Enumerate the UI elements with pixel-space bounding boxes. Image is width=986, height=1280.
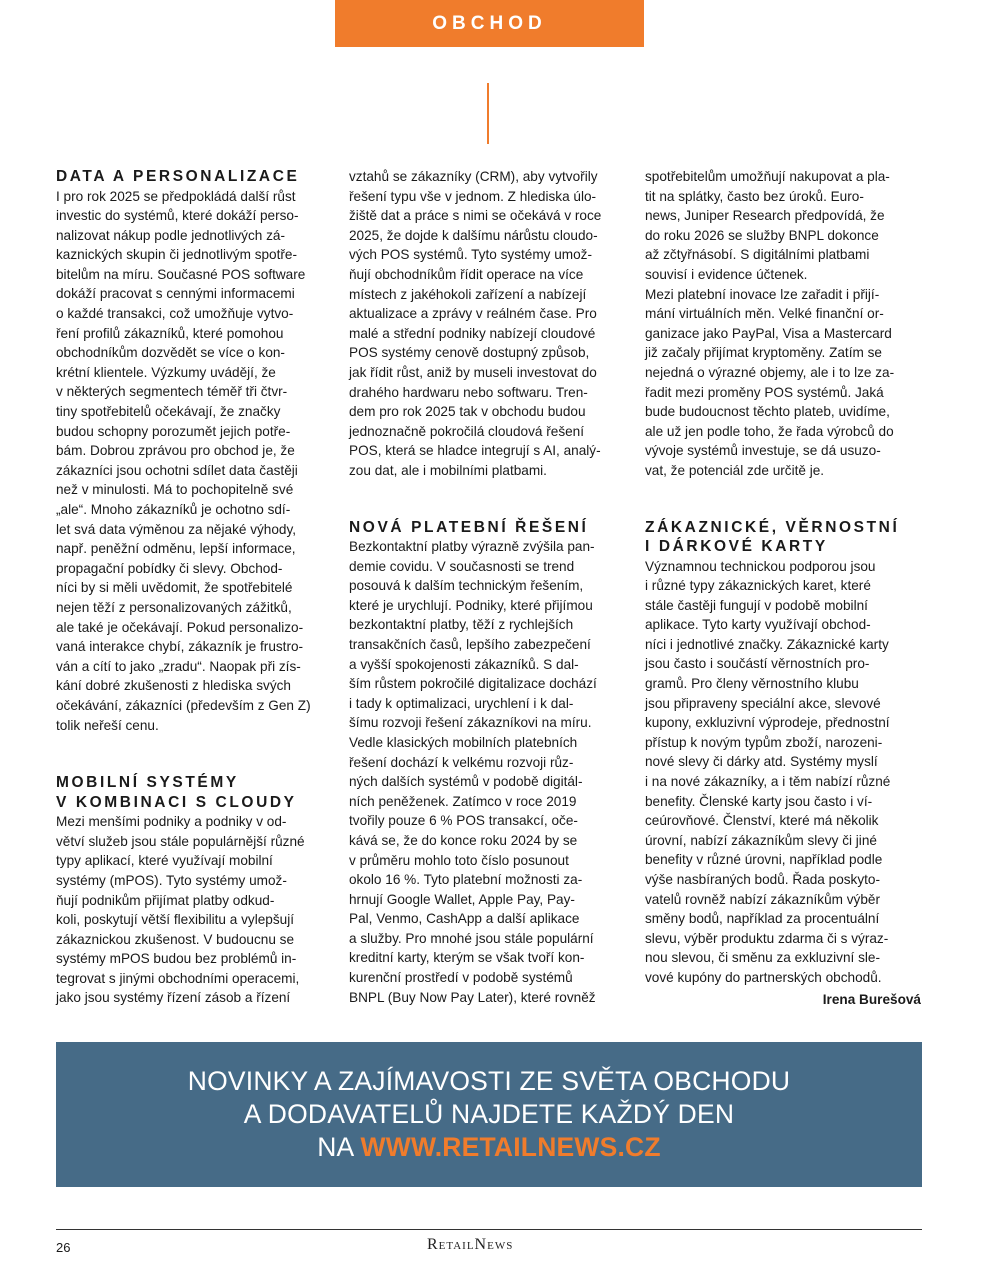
page-number: 26 xyxy=(56,1240,71,1255)
text-line: hrnují Google Wallet, Apple Pay, Pay- xyxy=(349,891,575,907)
text-line: i různé typy zákaznických karet, které xyxy=(645,578,871,594)
text-line: šímu rozvoji řešení zákazníkovi na míru. xyxy=(349,715,592,731)
text-line: větví služeb jsou stále populárnější různé xyxy=(56,833,305,849)
heading-nova-platebni-reseni: NOVÁ PLATEBNÍ ŘEŠENÍ xyxy=(349,518,589,536)
text-line: např. peněžní odměnu, lepší informace, xyxy=(56,541,296,557)
heading-zakaznicke-karty xyxy=(645,518,921,557)
text-line: kreditní karty, kterým se však tvoří kon- xyxy=(349,950,585,966)
text-line: bám. Dobrou zprávou pro obchod je, že xyxy=(56,443,295,459)
heading-line: MOBILNÍ SYSTÉMY xyxy=(56,774,239,792)
text-line: a služby. Pro mnohé jsou stále populární xyxy=(349,930,594,946)
text-line: ším růstem pokročilé digitalizace dochází xyxy=(349,676,597,692)
text-line: ných dalších systémů v podobě digitál- xyxy=(349,774,583,790)
text-line: tiny spotřebitelů očekávají, že značky xyxy=(56,404,281,420)
text-line: o každé transakci, což umožňuje vytvo- xyxy=(56,306,294,322)
text-line: bezkontaktní platby, těží z rychlejších xyxy=(349,617,574,633)
text-line: nové slevy či dárky atd. Systémy myslí xyxy=(645,754,878,770)
text-line: tegrovat s jinými obchodními operacemi, xyxy=(56,970,300,986)
heading-data-personalizace: DATA A PERSONALIZACE xyxy=(56,168,300,185)
section-tab xyxy=(335,0,644,47)
text-line: aktualizace a zprávy v reálném čase. Pro xyxy=(349,306,597,322)
text-line: drahého hardwaru nebo softwaru. Tren- xyxy=(349,384,588,400)
banner-url-link[interactable]: WWW.RETAILNEWS.CZ xyxy=(360,1132,661,1162)
text-line: I pro rok 2025 se předpokládá další růst xyxy=(56,188,296,204)
text-line: ňují obchodníkům řídit operace na více xyxy=(349,266,584,282)
article-column-2 xyxy=(349,167,624,1007)
text-line: Bezkontaktní platby výrazně zvýšila pan- xyxy=(349,539,595,554)
text-line: budou schopny porozumět jejich potře- xyxy=(56,423,291,439)
text-line: POS, která se hladce integrují s AI, analý- xyxy=(349,443,601,459)
banner-line: A DODAVATELŮ NAJDETE KAŽDÝ DEN xyxy=(243,1099,735,1129)
article-column-3 xyxy=(645,167,921,1009)
text-line: zákaznickou zkušenost. V budoucnu se xyxy=(56,931,295,947)
text-line: typy aplikací, které využívají mobilní xyxy=(56,853,273,869)
paragraph xyxy=(56,812,324,1008)
text-line: řešení typu vše v jednom. Z hlediska úlo- xyxy=(349,188,597,204)
text-line: směny bodů, například za procentuální xyxy=(645,911,880,927)
text-line: místech z jakéhokoli zařízení a nabízejí xyxy=(349,286,587,302)
text-line: než v minulosti. Má to pochopitelně své xyxy=(56,482,294,498)
text-line: vat, že potenciál zde určitě je. xyxy=(645,462,825,478)
text-line: jako jsou systémy řízení zásob a řízení xyxy=(56,990,291,1006)
text-line: nejen těží z personalizovaných zážitků, xyxy=(56,599,292,615)
text-line: vové kupóny do partnerských obchodů. xyxy=(645,969,882,985)
text-line: obchodníkům dozvědět se více o kon- xyxy=(56,345,285,361)
heading-line: I DÁRKOVÉ KARTY xyxy=(645,538,828,555)
text-line: mání virtuálních měn. Velké finanční or- xyxy=(645,306,884,322)
text-line: až zčtyřnásobí. S digitálními platbami xyxy=(645,247,870,263)
text-line: Mezi platební inovace lze zařadit i přijí- xyxy=(645,286,880,302)
paragraph xyxy=(645,285,921,481)
paragraph xyxy=(349,167,624,481)
text-line: dokáží pracovat s cennými informacemi xyxy=(56,286,295,302)
text-line: jak řídit růst, aniž by museli investovat do xyxy=(349,364,597,380)
banner-prefix: NA xyxy=(317,1132,361,1162)
text-line: systémy mPOS budou bez problémů in- xyxy=(56,951,297,967)
text-line: POS systémy cenově dostupný způsob, xyxy=(349,345,590,361)
text-line: systémy (mPOS). Tyto systémy umož- xyxy=(56,872,287,888)
text-line: kání dobré zkušenosti z hlediska svých xyxy=(56,678,291,694)
text-line: nalizovat nákup podle jednotlivých zá- xyxy=(56,227,285,243)
text-line: spotřebitelům umožňují nakupovat a pla- xyxy=(645,169,890,184)
text-line: kává se, že do konce roku 2024 by se xyxy=(349,832,578,848)
text-line: tolik neřeší cenu. xyxy=(56,717,159,733)
text-line: BNPL (Buy Now Pay Later), které rovněž xyxy=(349,989,596,1005)
text-line: news, Juniper Research předpovídá, že xyxy=(645,208,885,224)
text-line: krétní klientele. Výzkumy uvádějí, že xyxy=(56,364,276,380)
text-line: dem pro rok 2025 tak v obchodu budou xyxy=(349,404,586,420)
text-line: níci i jednotlivé značky. Zákaznické karty xyxy=(645,636,889,652)
text-line: přístup k novým typům zboží, narozeni- xyxy=(645,734,883,750)
paragraph xyxy=(645,557,921,988)
text-line: Pal, Venmo, CashApp a další aplikace xyxy=(349,911,580,927)
text-line: ření profilů zákazníků, které pomohou xyxy=(56,325,284,341)
text-line: ván a cítí to jako „zradu“. Naopak při zís- xyxy=(56,658,301,674)
paragraph xyxy=(56,187,324,736)
text-line: vztahů se zákazníky (CRM), aby vytvořily xyxy=(349,169,598,184)
decorative-rule xyxy=(487,83,489,144)
text-line: demie covidu. V současnosti se trend xyxy=(349,558,575,574)
text-line: koli, poskytují větší flexibilitu a vylepšují xyxy=(56,912,294,928)
text-line: ňují podnikům přijímat platby odkud- xyxy=(56,892,275,908)
text-line: nejedná o výrazné objemy, ale i to lze za- xyxy=(645,364,895,380)
text-line: bude budoucnost těchto plateb, uvidíme, xyxy=(645,404,890,420)
text-line: nou slevou, či směnu za exkluzivní sle- xyxy=(645,950,880,966)
text-line: jsou připraveny speciální akce, slevové xyxy=(645,695,881,711)
text-line: benefity. Členské karty jsou často i ví- xyxy=(645,793,873,809)
text-line: investic do systémů, které dokáží perso- xyxy=(56,208,299,224)
text-line: tit na splátky, často bez úroků. Euro- xyxy=(645,188,864,204)
text-line: kupony, exkluzivní výprodeje, přednostní xyxy=(645,715,890,731)
text-line: ale také je očekávají. Pokud personalizo- xyxy=(56,619,304,635)
text-line: okolo 16 %. Tyto platební možnosti za- xyxy=(349,872,583,888)
text-line: aplikace. Tyto karty využívají obchod- xyxy=(645,617,871,633)
text-line: slevu, výběr produktu zdarma či s výraz- xyxy=(645,930,889,946)
text-line: výše nasbíraných bodů. Řada poskyto- xyxy=(645,872,881,887)
text-line: i tady k optimalizaci, urychlení i k dal- xyxy=(349,695,574,711)
promo-banner[interactable] xyxy=(56,1042,922,1187)
text-line: očekávání, zákazníci (především z Gen Z) xyxy=(56,697,311,713)
text-line: vaná interakce chybí, zákazník je frustro- xyxy=(56,639,304,655)
paragraph xyxy=(349,537,624,1007)
text-line: i na nové zákazníky, a i těm nabízí různé xyxy=(645,774,891,790)
text-line: řadit mezi proměny POS systémů. Jaká xyxy=(645,384,884,400)
text-line: úrovní, nabízí zákazníkům slevy či jiné xyxy=(645,832,877,848)
banner-line xyxy=(317,1131,661,1164)
text-line: jsou často i součástí věrnostních pro- xyxy=(645,656,870,672)
text-line: již začaly přijímat kryptoměny. Zatím se xyxy=(645,345,882,361)
text-line: ních peněženek. Zatímco v roce 2019 xyxy=(349,793,577,809)
text-line: jednoznačně pokročilá cloudová řešení xyxy=(349,423,585,439)
text-line: v některých segmentech téměř tři čtvr- xyxy=(56,384,288,400)
text-line: a vyšší spokojenosti zákazníků. S dal- xyxy=(349,656,579,672)
article-column-1 xyxy=(56,167,324,1008)
text-line: zákazníci jsou ochotni sdílet data častěji xyxy=(56,462,298,478)
heading-mobilni-systemy xyxy=(56,773,324,812)
heading-line: ZÁKAZNICKÉ, VĚRNOSTNÍ xyxy=(645,518,900,536)
author-name: Irena Burešová xyxy=(822,991,921,1007)
text-line: 2025, že dojde k dalšímu nárůstu cloudo- xyxy=(349,227,598,243)
brand-logo: RetailNews xyxy=(427,1236,514,1253)
footer-rule xyxy=(56,1229,922,1230)
text-line: vých POS systémů. Tyto systémy umož- xyxy=(349,247,592,263)
text-line: Vedle klasických mobilních platebních xyxy=(349,734,578,750)
text-line: souvisí i evidence účtenek. xyxy=(645,266,808,282)
text-line: žiště dat a práce s nimi se očekává v roce xyxy=(349,208,602,224)
heading-line: V KOMBINACI S CLOUDY xyxy=(56,793,297,811)
text-line: transakčních časů, lepšího zabezpečení xyxy=(349,636,591,652)
text-line: v průměru mohlo toto číslo posunout xyxy=(349,852,569,868)
text-line: které je urychlují. Podniky, které přijímou xyxy=(349,597,593,613)
text-line: ceúrovňové. Členství, které má několik xyxy=(645,813,879,829)
text-line: Významnou technickou podporou jsou xyxy=(645,558,876,574)
text-line: Mezi menšími podniky a podniky v od- xyxy=(56,814,287,830)
text-line: benefity v různé úrovni, například podle xyxy=(645,852,883,868)
text-line: kurenční prostředí v podobě systémů xyxy=(349,970,573,986)
text-line: gramů. Pro členy věrnostního klubu xyxy=(645,676,859,692)
text-line: ale už jen podle toho, že řada výrobců do xyxy=(645,423,894,439)
text-line: ganizace jako PayPal, Visa a Mastercard xyxy=(645,325,892,341)
text-line: let svá data výměnou za nějaké výhody, xyxy=(56,521,297,537)
text-line: „ale“. Mnoho zákazníků je ochotno sdí- xyxy=(56,502,291,517)
text-line: vývoje systémů investuje, se dá usuzo- xyxy=(645,443,881,459)
text-line: posouvá k dalším technickým řešením, xyxy=(349,578,584,594)
text-line: propagační pobídky či slevy. Obchod- xyxy=(56,560,283,576)
text-line: níci by si měli uvědomit, že spotřebitelé xyxy=(56,580,293,596)
text-line: bitelům na míru. Současné POS software xyxy=(56,266,306,282)
text-line: řešení dochází k velkému rozvoji růz- xyxy=(349,754,574,770)
text-line: kaznických skupin či jednotlivým spotře- xyxy=(56,247,298,263)
text-line: zou dat, ale i mobilními platbami. xyxy=(349,462,547,478)
paragraph xyxy=(645,167,921,285)
text-line: do roku 2026 se služby BNPL dokonce xyxy=(645,227,879,243)
text-line: stále častěji fungují v podobě mobilní xyxy=(645,597,868,613)
text-line: vatelů rovněž nabízí zákazníkům výběr xyxy=(645,891,880,907)
text-line: malé a střední podniky nabízejí cloudové xyxy=(349,325,596,341)
text-line: tvořily pouze 6 % POS transakcí, oče- xyxy=(349,813,578,829)
banner-line: NOVINKY A ZAJÍMAVOSTI ZE SVĚTA OBCHODU xyxy=(187,1066,791,1096)
section-title: OBCHOD xyxy=(432,12,547,34)
